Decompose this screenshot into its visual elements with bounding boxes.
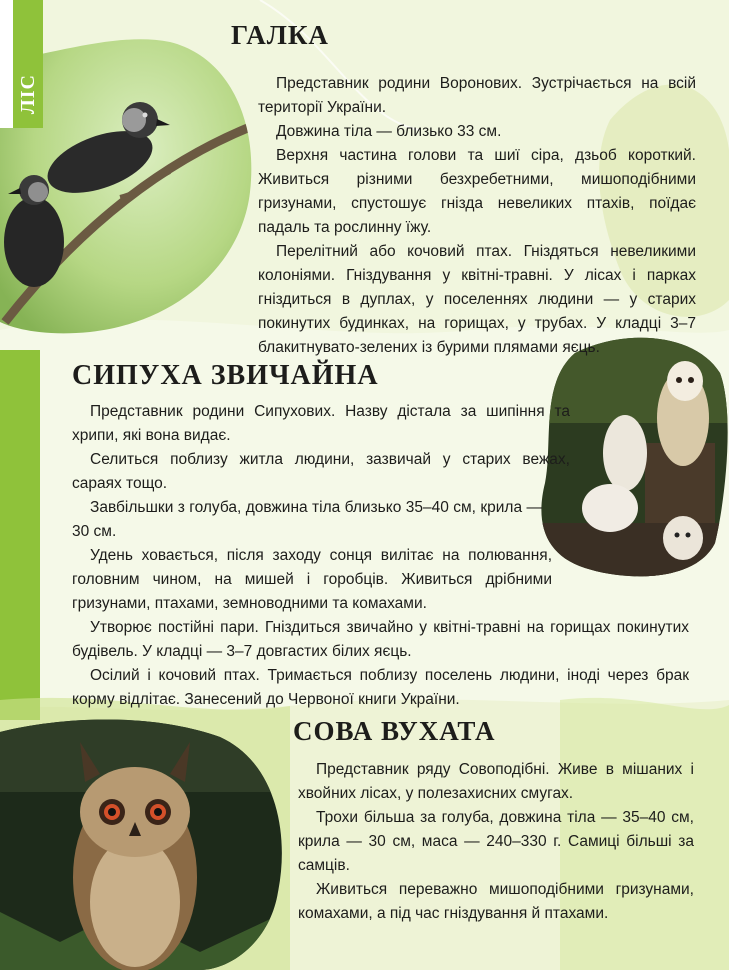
article-title-barn-owl: СИПУХА ЗВИЧАЙНА xyxy=(72,360,379,391)
paragraph: Трохи більша за голуба, довжина тіла — 35–40 см, крила — 30 см, маса — 240–330 г. Самиці більші за самців. xyxy=(298,809,694,874)
paragraph: Представник родини Воронових. Зустрічається на всій території України. xyxy=(258,75,696,116)
paragraph: Живиться переважно мишоподібними гризунами, комахами, а під час гніздування й птахами. xyxy=(298,881,694,922)
section-tab xyxy=(13,0,43,128)
article-title-jackdaw: ГАЛКА xyxy=(231,20,329,50)
paragraph: Верхня частина голови та шиї сіра, дзьоб короткий. Живиться різними безхребетними, мишоподібними гризунами, спустошує гнізда невеликих птахів, поїдає падаль та рослинну їжу. xyxy=(258,147,696,236)
paragraph: Селиться поблизу житла людини, зазвичай у старих вежах, сараях тощо. xyxy=(72,451,570,492)
article-title-long-eared-owl: СОВА ВУХАТА xyxy=(293,716,496,746)
paragraph: Завбільшки з голуба, довжина тіла близько 35–40 см, крила — 30 см. xyxy=(72,499,542,540)
paragraph: Представник ряду Совоподібні. Живе в мішаних і хвойних лісах, у полезахисних смугах. xyxy=(298,761,694,802)
paragraph: Осілий і кочовий птах. Тримається поблизу поселень людини, іноді через брак корму відлітає. Занесений до Червоної книги України. xyxy=(72,667,689,708)
article-body-long-eared-owl xyxy=(298,758,694,926)
paragraph: Утворює постійні пари. Гніздиться звичайно у квітні-травні на горищах покинутих будівель. У кладці — 3–7 довгастих білих яєць. xyxy=(72,619,689,660)
paragraph: Перелітний або кочовий птах. Гніздяться невеликими колоніями. Гніздування у квітні-травні. У лісах і парках гніздиться в дуплах, у поселеннях людини — у старих покинутих будинках, на горищах, у трубах. У кладці 3–7 блакитнувато-зелених із бурими плямами яєць. xyxy=(258,243,696,356)
long-eared-owl-photo xyxy=(0,712,285,970)
section-label: ЛІС xyxy=(16,73,39,114)
paragraph: Представник родини Сипухових. Назву дістала за шипіння та хрипи, які вона видає. xyxy=(72,403,570,444)
article-body-barn-owl xyxy=(72,400,689,712)
paragraph: Довжина тіла — близько 33 см. xyxy=(276,123,502,140)
side-strip xyxy=(0,0,13,128)
article-body-jackdaw xyxy=(258,72,696,360)
paragraph: Удень ховається, після заходу сонця вилітає на полювання, головним чином, на мишей і горобців. Живиться дрібними гризунами, птахами, земноводними та комахами. xyxy=(72,547,552,612)
